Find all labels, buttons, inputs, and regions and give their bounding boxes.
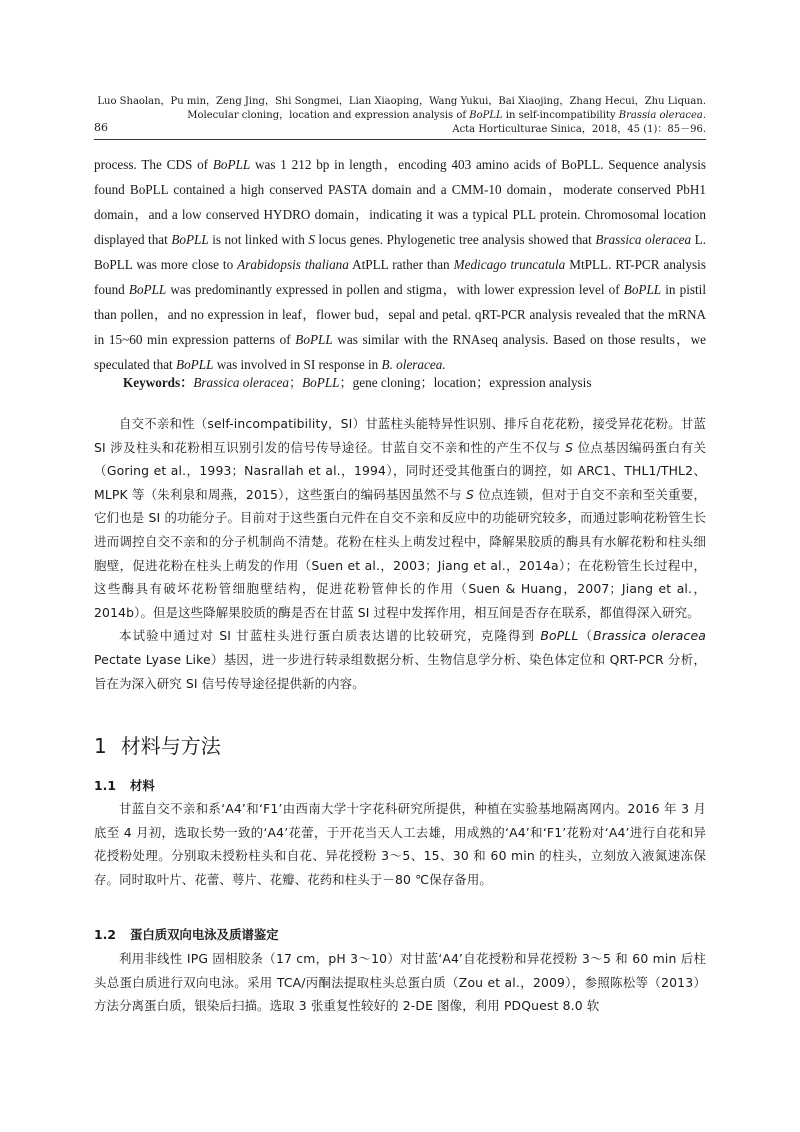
header-rule (94, 139, 706, 140)
header-authors: Luo Shaolan，Pu min，Zeng Jing，Shi Songmei，Lian Xiaoping，Wang Yukui，Bai Xiaojing，Zhang Hecui，Zhu Liquan. (97, 96, 706, 107)
keywords-line: Keywords：Brassica oleracea；BoPLL；gene cloning；location；expression analysis (123, 375, 592, 390)
subsection-heading-1-2: 1.2 蛋白质双向电泳及质谱鉴定 (94, 927, 279, 942)
subsection-1-2-text: 利用非线性 IPG 固相胶条（17 cm，pH 3～10）对甘蓝‘A4’自花授粉和异花授粉 3～5 和 60 min 后柱头总蛋白质进行双向电泳。采用 TCA/丙酮法提取柱头总蛋白质（Zou et al.，2009），参照陈松等（2013）方法分离蛋白质，银染后扫描。选取 3 张重复性较好的 2-DE 图像，利用 PDQuest 8.0 软 (94, 951, 706, 1014)
intro-paragraph-1: 自交不亲和性（self-incompatibility，SI）甘蓝柱头能特异性识别、排斥自花花粉，接受异花花粉。甘蓝 SI 涉及柱头和花粉相互识别引发的信号传导途径。甘蓝自交不亲和性的产生不仅与 S 位点基因编码蛋白有关（Goring et al.，1993；Nasrallah et al.，1994），同时还受其他蛋白的调控，如 ARC1、THL1/THL2、MLPK 等（朱利泉和周燕，2015），这些蛋白的编码基因虽然不与 S 位点连锁，但对于自交不亲和至关重要，它们也是 SI 的功能分子。目前对于这些蛋白元件在自交不亲和反应中的功能研究较多，而通过影响花粉管生长进而调控自交不亲和的分子机制尚不清楚。花粉在柱头上萌发过程中，降解果胶质的酶具有水解花粉和柱头细胞壁，促进花粉在柱头上萌发的作用（Suen et al.，2003；Jiang et al.，2014a）；在花粉管生长过程中，这些酶具有破坏花粉管细胞壁结构，促进花粉管伸长的作用（Suen & Huang，2007；Jiang et al.，2014b）。但是这些降解果胶质的酶是否在甘蓝 SI 过程中发挥作用，相互间是否存在联系，都值得深入研究。 (94, 416, 706, 620)
intro-paragraph-2: 本试验中通过对 SI 甘蓝柱头进行蛋白质表达谱的比较研究，克隆得到 BoPLL（Brassica oleracea Pectate Lyase Like）基因，进一步进行转录组数据分析、生物信息学分析、染色体定位和 QRT-PCR 分析，旨在为深入研究 SI 信号传导途径提供新的内容。 (94, 628, 707, 691)
header-journal: Acta Horticulturae Sinica，2018，45 (1)：85－96. (452, 124, 706, 135)
page-number: 86 (94, 121, 108, 134)
subsection-1-1-text: 甘蓝自交不亲和系‘A4’和‘F1’由西南大学十字花科研究所提供，种植在实验基地隔离网内。2016 年 3 月底至 4 月初，选取长势一致的‘A4’花蕾，于开花当天人工去雄，用成熟的‘A4’和‘F1’花粉对‘A4’进行自花和异花授粉处理。分别取未授粉柱头和自花、异花授粉 3～5、15、30 和 60 min 的柱头，立刻放入液氮速冻保存。同时取叶片、花蕾、萼片、花瓣、花药和柱头于－80 ℃保存备用。 (94, 801, 706, 887)
running-header (97, 95, 706, 137)
subsection-heading-1-1: 1.1 材料 (94, 778, 155, 793)
keywords-label: Keywords： (123, 375, 194, 390)
header-title: Molecular cloning，location and expression analysis of BoPLL in self-incompatibility Brassia oleracea. (187, 110, 706, 121)
abstract-text: process. The CDS of BoPLL was 1 212 bp in length，encoding 403 amino acids of BoPLL. Sequence analysis found BoPLL contained a high conserved PASTA domain and a CMM-10 domain，moderate conserved PbH1 domain，and a low conserved HYDRO domain，indicating it was a typical PLL protein. Chromosomal location displayed that BoPLL is not linked with S locus genes. Phylogenetic tree analysis showed that Brassica oleracea L. BoPLL was more close to Arabidopsis thaliana AtPLL rather than Medicago truncatula MtPLL. RT-PCR analysis found BoPLL was predominantly expressed in pollen and stigma，with lower expression level of BoPLL in pistil than pollen，and no expression in leaf，flower bud，sepal and petal. qRT-PCR analysis revealed that the mRNA in 15~60 min expression patterns of BoPLL was similar with the RNAseq analysis. Based on those results，we speculated that BoPLL was involved in SI response in B. oleracea. (94, 157, 707, 372)
introduction (94, 412, 706, 695)
section-heading-1: 1 材料与方法 (94, 734, 221, 758)
